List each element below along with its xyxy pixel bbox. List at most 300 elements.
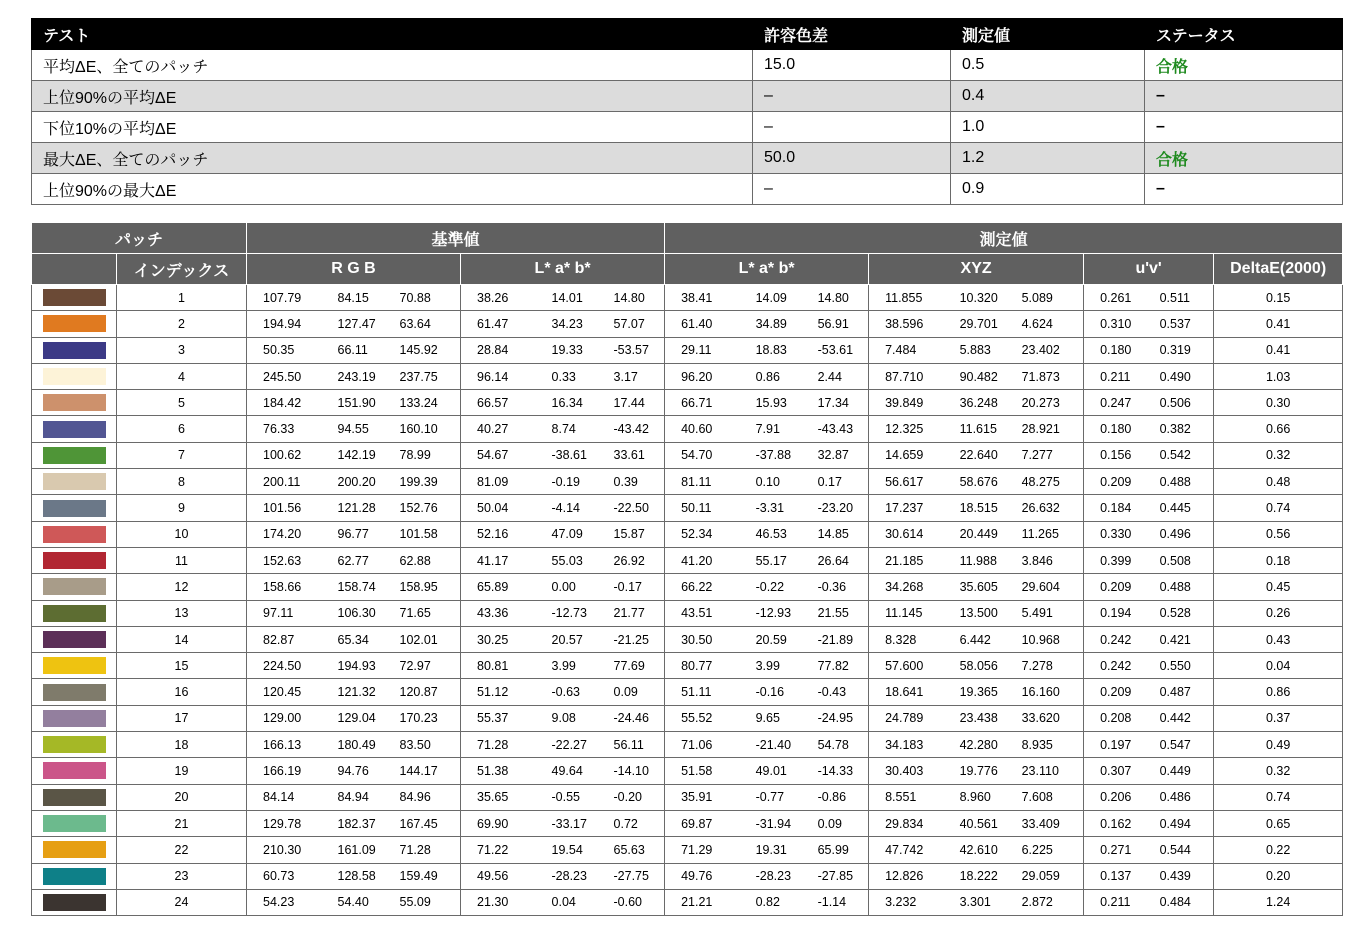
rgb-g-cell: 128.58 <box>322 863 384 889</box>
ref-lab-ra-cell: 0.33 <box>536 363 598 389</box>
xyz-y-cell: 19.365 <box>944 679 1006 705</box>
group-header-measured: 測定値 <box>665 223 1343 254</box>
uv-v-cell: 0.542 <box>1144 442 1214 468</box>
rgb-r-cell: 200.11 <box>247 469 322 495</box>
xyz-x-cell: 30.614 <box>869 521 944 547</box>
rgb-b-cell: 72.97 <box>384 653 461 679</box>
ref-lab-ra-cell: 49.64 <box>536 758 598 784</box>
index-cell: 6 <box>117 416 247 442</box>
swatch-cell <box>32 837 117 863</box>
meas-lab-ma-cell: 0.86 <box>740 363 802 389</box>
uv-u-cell: 0.209 <box>1084 574 1144 600</box>
swatch-cell <box>32 311 117 337</box>
meas-lab-ml-cell: 51.11 <box>665 679 740 705</box>
summary-test-cell: 上位90%の平均ΔE <box>32 81 753 112</box>
rgb-r-cell: 107.79 <box>247 285 322 311</box>
xyz-x-cell: 30.403 <box>869 758 944 784</box>
meas-lab-mb-cell: 21.55 <box>802 600 869 626</box>
rgb-b-cell: 55.09 <box>384 889 461 915</box>
xyz-z-cell: 3.846 <box>1006 547 1084 573</box>
ref-lab-rl-cell: 43.36 <box>461 600 536 626</box>
rgb-b-cell: 167.45 <box>384 810 461 836</box>
sub-header-xyz: XYZ <box>869 254 1084 285</box>
swatch-cell <box>32 495 117 521</box>
ref-lab-ra-cell: -38.61 <box>536 442 598 468</box>
summary-tolerance-cell: 50.0 <box>753 143 951 174</box>
rgb-g-cell: 121.28 <box>322 495 384 521</box>
summary-header-row <box>32 19 1343 50</box>
ref-lab-ra-cell: 47.09 <box>536 521 598 547</box>
patch-row <box>32 390 1343 416</box>
meas-lab-ml-cell: 66.22 <box>665 574 740 600</box>
xyz-x-cell: 39.849 <box>869 390 944 416</box>
deltae-cell: 0.74 <box>1214 784 1343 810</box>
xyz-x-cell: 11.145 <box>869 600 944 626</box>
ref-lab-rl-cell: 51.38 <box>461 758 536 784</box>
index-cell: 24 <box>117 889 247 915</box>
meas-lab-ma-cell: -0.77 <box>740 784 802 810</box>
deltae-cell: 1.24 <box>1214 889 1343 915</box>
index-cell: 14 <box>117 626 247 652</box>
meas-lab-mb-cell: 2.44 <box>802 363 869 389</box>
meas-lab-ml-cell: 30.50 <box>665 626 740 652</box>
index-cell: 10 <box>117 521 247 547</box>
ref-lab-ra-cell: 55.03 <box>536 547 598 573</box>
rgb-g-cell: 65.34 <box>322 626 384 652</box>
ref-lab-rl-cell: 41.17 <box>461 547 536 573</box>
meas-lab-ml-cell: 54.70 <box>665 442 740 468</box>
patch-row <box>32 810 1343 836</box>
sub-header-uv: u'v' <box>1084 254 1214 285</box>
uv-u-cell: 0.209 <box>1084 679 1144 705</box>
uv-v-cell: 0.488 <box>1144 574 1214 600</box>
rgb-b-cell: 120.87 <box>384 679 461 705</box>
deltae-cell: 0.30 <box>1214 390 1343 416</box>
xyz-y-cell: 11.615 <box>944 416 1006 442</box>
xyz-x-cell: 12.325 <box>869 416 944 442</box>
patch-row <box>32 416 1343 442</box>
color-swatch <box>43 500 106 517</box>
patch-row <box>32 863 1343 889</box>
swatch-cell <box>32 442 117 468</box>
sub-header-swatch <box>32 254 117 285</box>
deltae-cell: 0.86 <box>1214 679 1343 705</box>
sub-header-ref-lab: L* a* b* <box>461 254 665 285</box>
xyz-y-cell: 19.776 <box>944 758 1006 784</box>
uv-u-cell: 0.310 <box>1084 311 1144 337</box>
meas-lab-mb-cell: 17.34 <box>802 390 869 416</box>
meas-lab-ma-cell: -0.16 <box>740 679 802 705</box>
rgb-r-cell: 174.20 <box>247 521 322 547</box>
rgb-b-cell: 159.49 <box>384 863 461 889</box>
meas-lab-ml-cell: 43.51 <box>665 600 740 626</box>
xyz-x-cell: 7.484 <box>869 337 944 363</box>
ref-lab-rl-cell: 66.57 <box>461 390 536 416</box>
meas-lab-mb-cell: -43.43 <box>802 416 869 442</box>
uv-u-cell: 0.206 <box>1084 784 1144 810</box>
meas-lab-ml-cell: 41.20 <box>665 547 740 573</box>
index-cell: 15 <box>117 653 247 679</box>
meas-lab-mb-cell: 56.91 <box>802 311 869 337</box>
summary-tolerance-cell: 15.0 <box>753 50 951 81</box>
ref-lab-ra-cell: -4.14 <box>536 495 598 521</box>
xyz-z-cell: 29.604 <box>1006 574 1084 600</box>
sub-header-meas-lab: L* a* b* <box>665 254 869 285</box>
patch-row <box>32 547 1343 573</box>
rgb-g-cell: 161.09 <box>322 837 384 863</box>
meas-lab-ma-cell: 3.99 <box>740 653 802 679</box>
sub-header-deltae: DeltaE(2000) <box>1214 254 1343 285</box>
swatch-cell <box>32 758 117 784</box>
swatch-cell <box>32 784 117 810</box>
xyz-y-cell: 40.561 <box>944 810 1006 836</box>
index-cell: 4 <box>117 363 247 389</box>
rgb-r-cell: 84.14 <box>247 784 322 810</box>
swatch-cell <box>32 600 117 626</box>
meas-lab-ma-cell: -21.40 <box>740 732 802 758</box>
uv-u-cell: 0.261 <box>1084 285 1144 311</box>
rgb-g-cell: 180.49 <box>322 732 384 758</box>
xyz-z-cell: 10.968 <box>1006 626 1084 652</box>
meas-lab-mb-cell: -23.20 <box>802 495 869 521</box>
swatch-cell <box>32 363 117 389</box>
group-header-reference: 基準値 <box>247 223 665 254</box>
uv-v-cell: 0.319 <box>1144 337 1214 363</box>
meas-lab-ml-cell: 71.06 <box>665 732 740 758</box>
meas-lab-mb-cell: -27.85 <box>802 863 869 889</box>
ref-lab-rb-cell: 21.77 <box>598 600 665 626</box>
swatch-cell <box>32 626 117 652</box>
uv-v-cell: 0.511 <box>1144 285 1214 311</box>
xyz-z-cell: 11.265 <box>1006 521 1084 547</box>
meas-lab-mb-cell: -0.86 <box>802 784 869 810</box>
ref-lab-rl-cell: 38.26 <box>461 285 536 311</box>
summary-table <box>31 18 1343 205</box>
meas-lab-mb-cell: 14.85 <box>802 521 869 547</box>
meas-lab-mb-cell: 14.80 <box>802 285 869 311</box>
xyz-y-cell: 6.442 <box>944 626 1006 652</box>
patch-row <box>32 889 1343 915</box>
uv-u-cell: 0.209 <box>1084 469 1144 495</box>
rgb-r-cell: 166.19 <box>247 758 322 784</box>
deltae-cell: 0.37 <box>1214 705 1343 731</box>
patch-row <box>32 521 1343 547</box>
header-measured: 測定値 <box>951 19 1145 50</box>
rgb-b-cell: 158.95 <box>384 574 461 600</box>
uv-u-cell: 0.208 <box>1084 705 1144 731</box>
summary-measured-cell: 1.0 <box>951 112 1145 143</box>
meas-lab-ml-cell: 50.11 <box>665 495 740 521</box>
rgb-b-cell: 78.99 <box>384 442 461 468</box>
meas-lab-mb-cell: 65.99 <box>802 837 869 863</box>
color-swatch <box>43 631 106 648</box>
index-cell: 8 <box>117 469 247 495</box>
meas-lab-mb-cell: 54.78 <box>802 732 869 758</box>
ref-lab-rl-cell: 54.67 <box>461 442 536 468</box>
rgb-b-cell: 102.01 <box>384 626 461 652</box>
rgb-g-cell: 158.74 <box>322 574 384 600</box>
xyz-z-cell: 16.160 <box>1006 679 1084 705</box>
deltae-cell: 0.43 <box>1214 626 1343 652</box>
rgb-r-cell: 101.56 <box>247 495 322 521</box>
uv-u-cell: 0.307 <box>1084 758 1144 784</box>
summary-status-cell: 合格 <box>1145 143 1343 174</box>
rgb-r-cell: 166.13 <box>247 732 322 758</box>
xyz-z-cell: 29.059 <box>1006 863 1084 889</box>
uv-v-cell: 0.445 <box>1144 495 1214 521</box>
ref-lab-ra-cell: 16.34 <box>536 390 598 416</box>
ref-lab-rl-cell: 69.90 <box>461 810 536 836</box>
xyz-x-cell: 3.232 <box>869 889 944 915</box>
rgb-g-cell: 182.37 <box>322 810 384 836</box>
ref-lab-rb-cell: 57.07 <box>598 311 665 337</box>
color-swatch <box>43 526 106 543</box>
swatch-cell <box>32 810 117 836</box>
ref-lab-rb-cell: -0.60 <box>598 889 665 915</box>
ref-lab-rb-cell: -53.57 <box>598 337 665 363</box>
ref-lab-rl-cell: 65.89 <box>461 574 536 600</box>
header-test: テスト <box>32 19 753 50</box>
ref-lab-rb-cell: -0.20 <box>598 784 665 810</box>
ref-lab-rb-cell: 0.09 <box>598 679 665 705</box>
swatch-cell <box>32 705 117 731</box>
rgb-b-cell: 71.28 <box>384 837 461 863</box>
index-cell: 23 <box>117 863 247 889</box>
xyz-y-cell: 42.610 <box>944 837 1006 863</box>
rgb-r-cell: 152.63 <box>247 547 322 573</box>
xyz-z-cell: 7.277 <box>1006 442 1084 468</box>
rgb-b-cell: 152.76 <box>384 495 461 521</box>
ref-lab-rb-cell: -24.46 <box>598 705 665 731</box>
deltae-cell: 0.32 <box>1214 442 1343 468</box>
color-swatch <box>43 394 106 411</box>
xyz-x-cell: 17.237 <box>869 495 944 521</box>
uv-v-cell: 0.528 <box>1144 600 1214 626</box>
meas-lab-ma-cell: -3.31 <box>740 495 802 521</box>
uv-u-cell: 0.242 <box>1084 626 1144 652</box>
group-header-patch: パッチ <box>32 223 247 254</box>
uv-v-cell: 0.496 <box>1144 521 1214 547</box>
color-swatch <box>43 315 106 332</box>
summary-status-cell: – <box>1145 174 1343 205</box>
xyz-z-cell: 7.608 <box>1006 784 1084 810</box>
ref-lab-rb-cell: 65.63 <box>598 837 665 863</box>
color-swatch <box>43 473 106 490</box>
meas-lab-ma-cell: -37.88 <box>740 442 802 468</box>
ref-lab-rb-cell: -14.10 <box>598 758 665 784</box>
swatch-cell <box>32 390 117 416</box>
uv-u-cell: 0.242 <box>1084 653 1144 679</box>
rgb-g-cell: 54.40 <box>322 889 384 915</box>
xyz-x-cell: 14.659 <box>869 442 944 468</box>
ref-lab-ra-cell: -22.27 <box>536 732 598 758</box>
xyz-y-cell: 29.701 <box>944 311 1006 337</box>
rgb-r-cell: 54.23 <box>247 889 322 915</box>
ref-lab-rl-cell: 30.25 <box>461 626 536 652</box>
rgb-r-cell: 82.87 <box>247 626 322 652</box>
xyz-z-cell: 48.275 <box>1006 469 1084 495</box>
ref-lab-ra-cell: 14.01 <box>536 285 598 311</box>
meas-lab-ma-cell: 14.09 <box>740 285 802 311</box>
deltae-cell: 0.66 <box>1214 416 1343 442</box>
summary-tolerance-cell: – <box>753 81 951 112</box>
index-cell: 12 <box>117 574 247 600</box>
ref-lab-rl-cell: 35.65 <box>461 784 536 810</box>
uv-v-cell: 0.442 <box>1144 705 1214 731</box>
meas-lab-mb-cell: -14.33 <box>802 758 869 784</box>
rgb-r-cell: 184.42 <box>247 390 322 416</box>
meas-lab-ma-cell: 49.01 <box>740 758 802 784</box>
sub-header-index: インデックス <box>117 254 247 285</box>
rgb-r-cell: 97.11 <box>247 600 322 626</box>
ref-lab-rl-cell: 81.09 <box>461 469 536 495</box>
xyz-x-cell: 8.328 <box>869 626 944 652</box>
uv-v-cell: 0.490 <box>1144 363 1214 389</box>
xyz-z-cell: 7.278 <box>1006 653 1084 679</box>
meas-lab-ml-cell: 69.87 <box>665 810 740 836</box>
ref-lab-rb-cell: 15.87 <box>598 521 665 547</box>
patch-row <box>32 337 1343 363</box>
index-cell: 9 <box>117 495 247 521</box>
color-swatch <box>43 368 106 385</box>
summary-measured-cell: 0.4 <box>951 81 1145 112</box>
meas-lab-mb-cell: -24.95 <box>802 705 869 731</box>
uv-v-cell: 0.508 <box>1144 547 1214 573</box>
ref-lab-rl-cell: 21.30 <box>461 889 536 915</box>
ref-lab-rb-cell: 26.92 <box>598 547 665 573</box>
rgb-g-cell: 127.47 <box>322 311 384 337</box>
xyz-y-cell: 90.482 <box>944 363 1006 389</box>
ref-lab-ra-cell: 3.99 <box>536 653 598 679</box>
swatch-cell <box>32 285 117 311</box>
patch-row <box>32 600 1343 626</box>
uv-v-cell: 0.484 <box>1144 889 1214 915</box>
meas-lab-ml-cell: 80.77 <box>665 653 740 679</box>
rgb-b-cell: 170.23 <box>384 705 461 731</box>
ref-lab-rl-cell: 61.47 <box>461 311 536 337</box>
meas-lab-mb-cell: 0.17 <box>802 469 869 495</box>
rgb-g-cell: 121.32 <box>322 679 384 705</box>
index-cell: 16 <box>117 679 247 705</box>
meas-lab-ml-cell: 38.41 <box>665 285 740 311</box>
meas-lab-mb-cell: 77.82 <box>802 653 869 679</box>
ref-lab-ra-cell: 20.57 <box>536 626 598 652</box>
deltae-cell: 0.65 <box>1214 810 1343 836</box>
ref-lab-ra-cell: -28.23 <box>536 863 598 889</box>
xyz-z-cell: 33.409 <box>1006 810 1084 836</box>
ref-lab-ra-cell: 0.04 <box>536 889 598 915</box>
deltae-cell: 0.22 <box>1214 837 1343 863</box>
rgb-r-cell: 60.73 <box>247 863 322 889</box>
swatch-cell <box>32 521 117 547</box>
meas-lab-ma-cell: 0.10 <box>740 469 802 495</box>
patch-row <box>32 363 1343 389</box>
swatch-cell <box>32 863 117 889</box>
color-swatch <box>43 868 106 885</box>
patch-row <box>32 311 1343 337</box>
rgb-g-cell: 62.77 <box>322 547 384 573</box>
xyz-z-cell: 23.110 <box>1006 758 1084 784</box>
color-swatch <box>43 789 106 806</box>
color-swatch <box>43 736 106 753</box>
rgb-g-cell: 94.76 <box>322 758 384 784</box>
rgb-b-cell: 145.92 <box>384 337 461 363</box>
meas-lab-ma-cell: -28.23 <box>740 863 802 889</box>
color-swatch <box>43 578 106 595</box>
deltae-cell: 0.32 <box>1214 758 1343 784</box>
xyz-x-cell: 87.710 <box>869 363 944 389</box>
index-cell: 21 <box>117 810 247 836</box>
summary-tolerance-cell: – <box>753 174 951 205</box>
index-cell: 7 <box>117 442 247 468</box>
uv-v-cell: 0.506 <box>1144 390 1214 416</box>
meas-lab-mb-cell: 32.87 <box>802 442 869 468</box>
uv-u-cell: 0.137 <box>1084 863 1144 889</box>
uv-u-cell: 0.180 <box>1084 337 1144 363</box>
color-swatch <box>43 289 106 306</box>
xyz-y-cell: 36.248 <box>944 390 1006 416</box>
meas-lab-ma-cell: -31.94 <box>740 810 802 836</box>
deltae-cell: 0.49 <box>1214 732 1343 758</box>
meas-lab-ml-cell: 35.91 <box>665 784 740 810</box>
meas-lab-ml-cell: 66.71 <box>665 390 740 416</box>
summary-row <box>32 50 1343 81</box>
meas-lab-mb-cell: 0.09 <box>802 810 869 836</box>
ref-lab-ra-cell: 34.23 <box>536 311 598 337</box>
meas-lab-mb-cell: -1.14 <box>802 889 869 915</box>
uv-v-cell: 0.421 <box>1144 626 1214 652</box>
deltae-cell: 0.26 <box>1214 600 1343 626</box>
header-tolerance: 許容色差 <box>753 19 951 50</box>
header-status: ステータス <box>1145 19 1343 50</box>
deltae-cell: 0.74 <box>1214 495 1343 521</box>
summary-measured-cell: 1.2 <box>951 143 1145 174</box>
xyz-x-cell: 56.617 <box>869 469 944 495</box>
index-cell: 3 <box>117 337 247 363</box>
summary-measured-cell: 0.5 <box>951 50 1145 81</box>
meas-lab-mb-cell: -53.61 <box>802 337 869 363</box>
xyz-z-cell: 23.402 <box>1006 337 1084 363</box>
ref-lab-rl-cell: 49.56 <box>461 863 536 889</box>
swatch-cell <box>32 732 117 758</box>
ref-lab-rb-cell: -43.42 <box>598 416 665 442</box>
meas-lab-ma-cell: 55.17 <box>740 547 802 573</box>
meas-lab-ma-cell: 15.93 <box>740 390 802 416</box>
deltae-cell: 0.15 <box>1214 285 1343 311</box>
color-swatch <box>43 552 106 569</box>
meas-lab-ma-cell: 18.83 <box>740 337 802 363</box>
swatch-cell <box>32 469 117 495</box>
color-swatch <box>43 657 106 674</box>
meas-lab-ma-cell: 19.31 <box>740 837 802 863</box>
xyz-z-cell: 2.872 <box>1006 889 1084 915</box>
rgb-r-cell: 224.50 <box>247 653 322 679</box>
xyz-y-cell: 10.320 <box>944 285 1006 311</box>
rgb-g-cell: 243.19 <box>322 363 384 389</box>
color-swatch <box>43 841 106 858</box>
xyz-z-cell: 5.491 <box>1006 600 1084 626</box>
summary-test-cell: 下位10%の平均ΔE <box>32 112 753 143</box>
rgb-b-cell: 62.88 <box>384 547 461 573</box>
patch-row <box>32 285 1343 311</box>
ref-lab-rb-cell: 33.61 <box>598 442 665 468</box>
meas-lab-ml-cell: 29.11 <box>665 337 740 363</box>
xyz-x-cell: 29.834 <box>869 810 944 836</box>
xyz-y-cell: 35.605 <box>944 574 1006 600</box>
ref-lab-rl-cell: 50.04 <box>461 495 536 521</box>
meas-lab-ma-cell: 20.59 <box>740 626 802 652</box>
index-cell: 20 <box>117 784 247 810</box>
